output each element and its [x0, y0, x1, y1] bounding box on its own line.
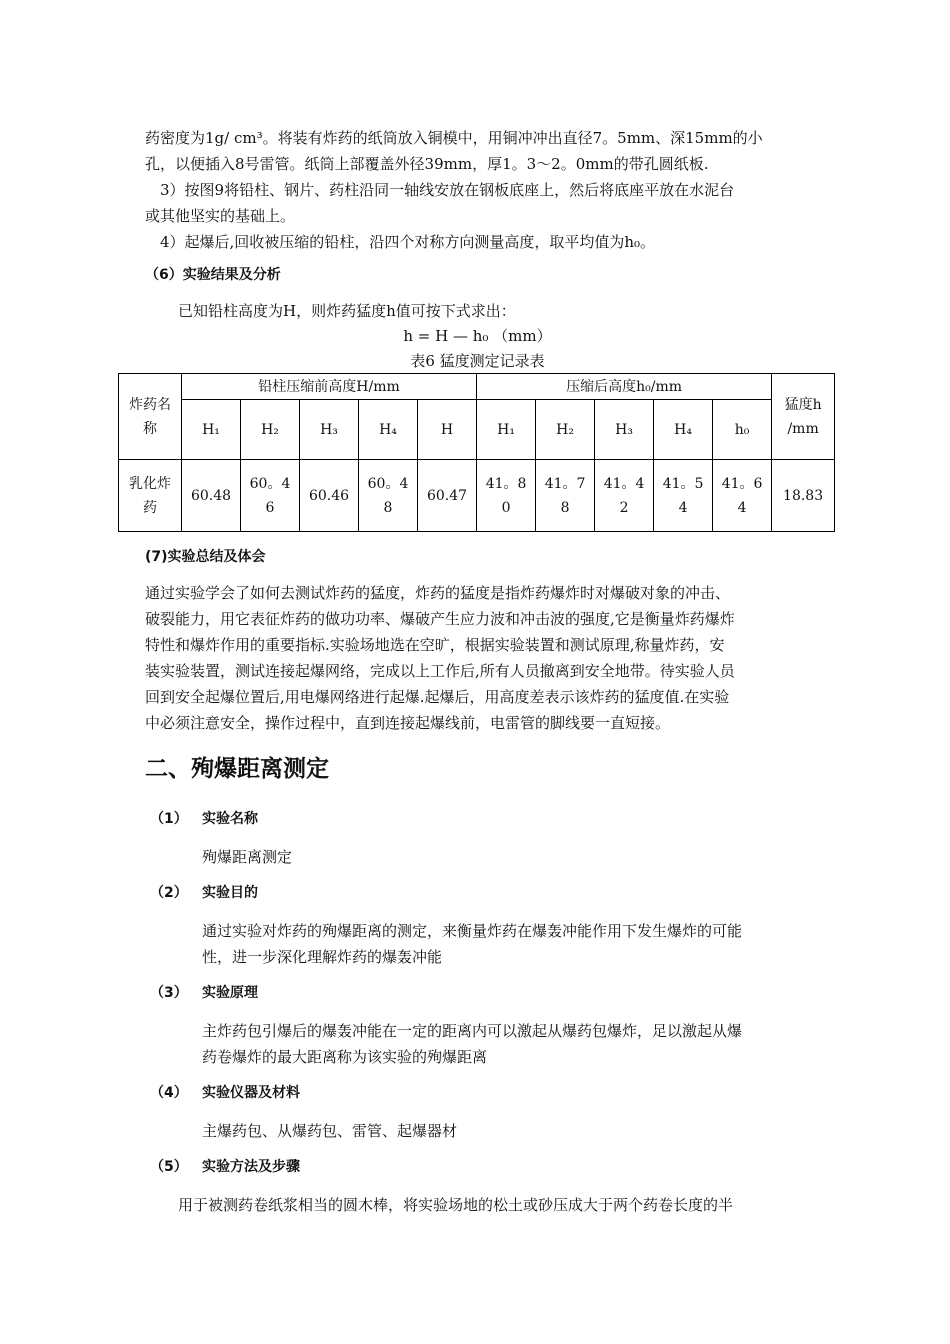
item-1-title: 实验名称	[202, 811, 258, 827]
para1-line-2: 孔，以便插入8号雷管。纸筒上部覆盖外径39mm，厚1。3～2。0mm的带孔圆纸板.	[145, 155, 709, 173]
section-7-title: (7)实验总结及体会	[145, 549, 266, 565]
item-4-number: （4）	[150, 1085, 188, 1101]
sec7-line-2: 破裂能力，用它表征炸药的做功功率、爆破产生应力波和冲击波的强度,它是衡量炸药爆炸	[145, 610, 735, 628]
subheader-after-1: H₁	[477, 400, 536, 460]
cell-value: 41。42	[595, 460, 654, 532]
header-after-compression: 压缩后高度h₀/mm	[477, 374, 772, 400]
formula: h = H — h₀ （mm）	[403, 327, 552, 345]
cell-value: 18.83	[772, 460, 835, 532]
item-3-title: 实验原理	[202, 985, 258, 1001]
subheader-before-3: H₃	[300, 400, 359, 460]
subheader-before-1: H₁	[182, 400, 241, 460]
item-2-title: 实验目的	[202, 885, 258, 901]
subheader-after-3: H₃	[595, 400, 654, 460]
subheader-before-2: H₂	[241, 400, 300, 460]
item-3-line-2: 药卷爆炸的最大距离称为该实验的殉爆距离	[202, 1048, 488, 1066]
item-4-title: 实验仪器及材料	[202, 1085, 300, 1101]
cell-value: 41。64	[713, 460, 772, 532]
section-6-title: （6）实验结果及分析	[145, 267, 281, 283]
sec7-line-6: 中必须注意安全，操作过程中，直到连接起爆线前，电雷管的脚线要一直短接。	[145, 714, 671, 732]
table-caption: 表6 猛度测定记录表	[410, 352, 545, 370]
cell-value: 41。54	[654, 460, 713, 532]
cell-value: 60。48	[359, 460, 418, 532]
item-1-line-1: 殉爆距离测定	[202, 848, 293, 866]
header-before-compression: 铅柱压缩前高度H/mm	[182, 374, 477, 400]
subheader-before-4: H₄	[359, 400, 418, 460]
para1-line-5: 4）起爆后,回收被压缩的铅柱，沿四个对称方向测量高度，取平均值为h₀。	[160, 233, 655, 251]
table-row	[119, 460, 835, 532]
item-1-number: （1）	[150, 811, 188, 827]
item-3-line-1: 主炸药包引爆后的爆轰冲能在一定的距离内可以激起从爆药包爆炸，足以激起从爆	[202, 1022, 743, 1040]
subheader-after-avg: h₀	[713, 400, 772, 460]
cell-value: 41。80	[477, 460, 536, 532]
cell-value: 60.47	[418, 460, 477, 532]
para1-line-3: 3）按图9将铅柱、钢片、药柱沿同一轴线安放在钢板底座上，然后将底座平放在水泥台	[160, 181, 735, 199]
header-explosive-name: 炸药名称	[119, 374, 182, 460]
item-4-line-1: 主爆药包、从爆药包、雷管、起爆器材	[202, 1122, 458, 1140]
sec7-line-3: 特性和爆炸作用的重要指标.实验场地选在空旷，根据实验装置和测试原理,称量炸药，安	[145, 636, 725, 654]
para1-line-1: 药密度为1g/ cm³。将装有炸药的纸筒放入铜模中，用铜冲冲出直径7。5mm、深15mm的小	[145, 129, 763, 147]
header-strength: 猛度h /mm	[772, 374, 835, 460]
subheader-after-2: H₂	[536, 400, 595, 460]
subheader-after-4: H₄	[654, 400, 713, 460]
sec7-line-4: 装实验装置，测试连接起爆网络，完成以上工作后,所有人员撤离到安全地带。待实验人员	[145, 662, 735, 680]
cell-name: 乳化炸药	[119, 460, 182, 532]
sec7-line-1: 通过实验学会了如何去测试炸药的猛度，炸药的猛度是指炸药爆炸时对爆破对象的冲击、	[145, 584, 731, 602]
cell-value: 60.46	[300, 460, 359, 532]
item-2-number: （2）	[150, 885, 188, 901]
last-line: 用于被测药卷纸浆相当的圆木棒，将实验场地的松土或砂压成大于两个药卷长度的半	[178, 1196, 734, 1214]
cell-value: 60.48	[182, 460, 241, 532]
item-5-title: 实验方法及步骤	[202, 1159, 300, 1175]
cell-value: 60。46	[241, 460, 300, 532]
subheader-before-avg: H	[418, 400, 477, 460]
item-2-line-2: 性，进一步深化理解炸药的爆轰冲能	[202, 948, 443, 966]
strength-record-table	[118, 373, 835, 532]
item-5-number: （5）	[150, 1159, 188, 1175]
para1-line-4: 或其他坚实的基础上。	[145, 207, 296, 225]
item-3-number: （3）	[150, 985, 188, 1001]
sec7-line-5: 回到安全起爆位置后,用电爆网络进行起爆.起爆后，用高度差表示该炸药的猛度值.在实验	[145, 688, 730, 706]
heading-2: 二、殉爆距离测定	[145, 756, 329, 782]
item-2-line-1: 通过实验对炸药的殉爆距离的测定，来衡量炸药在爆轰冲能作用下发生爆炸的可能	[202, 922, 743, 940]
section-6-text: 已知铅柱高度为H，则炸药猛度h值可按下式求出：	[178, 302, 516, 320]
cell-value: 41。78	[536, 460, 595, 532]
